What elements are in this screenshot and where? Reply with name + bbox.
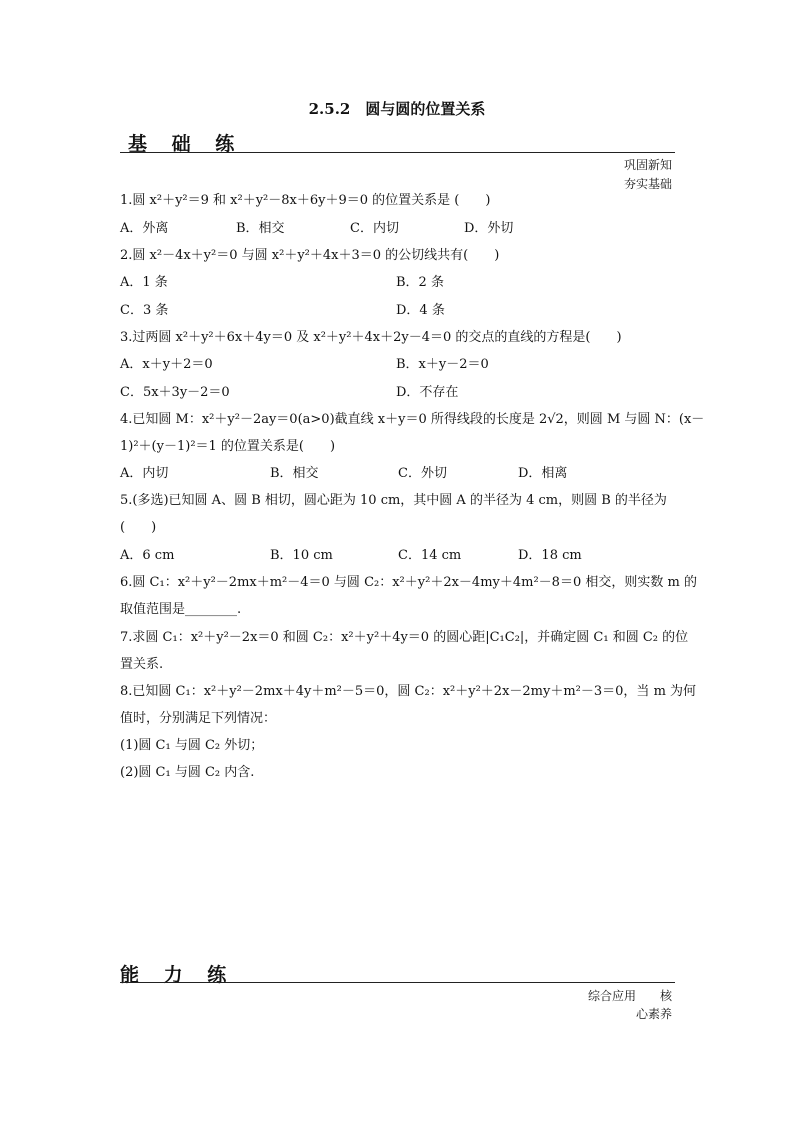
section-heading-basic: 基 础 练 — [128, 133, 244, 155]
section-tag-basic-line1: 巩固新知 — [623, 158, 672, 172]
question-8-stem-line2: 值时，分别满足下列情况： — [120, 711, 277, 726]
question-3-stem: 3.过两圆 x²＋y²＋6x＋4y＝0 及 x²＋y²＋4x＋2y－4＝0 的交点的直线的方程是( ) — [120, 330, 622, 345]
question-1-option-d: D．外切 — [464, 221, 514, 236]
question-2-stem: 2.圆 x²－4x＋y²＝0 与圆 x²＋y²＋4x＋3＝0 的公切线共有( ) — [120, 248, 500, 263]
question-4-stem-line1: 4.已知圆 M：x²＋y²－2ay＝0(a>0)截直线 x＋y＝0 所得线段的长度是 2√2，则圆 M 与圆 N：(x－ — [120, 412, 705, 427]
section-divider — [120, 152, 675, 153]
question-5-stem-line1: 5.(多选)已知圆 A、圆 B 相切，圆心距为 10 cm，其中圆 A 的半径为 4 cm，则圆 B 的半径为 — [120, 493, 667, 508]
question-5-option-d: D．18 cm — [518, 548, 582, 563]
section-divider — [120, 982, 675, 983]
question-4-option-c: C．外切 — [398, 466, 447, 481]
question-1-stem: 1.圆 x²＋y²＝9 和 x²＋y²－8x＋6y＋9＝0 的位置关系是 ( ) — [120, 193, 491, 208]
question-2-option-a: A．1 条 — [120, 275, 168, 290]
question-6-stem-line1: 6.圆 C₁：x²＋y²－2mx＋m²－4＝0 与圆 C₂：x²＋y²＋2x－4my＋4m²－8＝0 相交，则实数 m 的 — [120, 575, 697, 590]
question-3-option-c: C．5x＋3y－2＝0 — [120, 385, 230, 400]
section-heading-ability: 能 力 练 — [120, 964, 236, 986]
question-8-part-1: (1)圆 C₁ 与圆 C₂ 外切； — [120, 738, 264, 753]
question-1-option-c: C．内切 — [350, 221, 399, 236]
question-1-option-b: B．相交 — [236, 221, 285, 236]
question-3-option-d: D．不存在 — [396, 385, 459, 400]
question-2-option-c: C．3 条 — [120, 303, 169, 318]
question-7-stem-line1: 7.求圆 C₁：x²＋y²－2x＝0 和圆 C₂：x²＋y²＋4y＝0 的圆心距|C₁C₂|，并确定圆 C₁ 和圆 C₂ 的位 — [120, 630, 689, 645]
section-tag-basic-line2: 夯实基础 — [623, 177, 672, 191]
question-5-option-a: A．6 cm — [120, 548, 175, 563]
question-2-option-d: D．4 条 — [396, 303, 445, 318]
section-tag-ability-line1: 综合应用 核 — [587, 989, 672, 1003]
question-8-part-2: (2)圆 C₁ 与圆 C₂ 内含. — [120, 765, 255, 780]
question-2-option-b: B．2 条 — [396, 275, 444, 290]
page-title: 2.5.2 圆与圆的位置关系 — [308, 100, 486, 118]
question-4-option-a: A．内切 — [120, 466, 169, 481]
question-6-stem-line2: 取值范围是________. — [120, 602, 242, 617]
question-3-option-b: B．x＋y－2＝0 — [396, 357, 489, 372]
question-4-stem-line2: 1)²＋(y－1)²＝1 的位置关系是( ) — [120, 439, 336, 454]
question-5-stem-line2: ( ) — [120, 520, 157, 535]
question-7-stem-line2: 置关系. — [120, 657, 164, 672]
section-tag-ability-line2: 心素养 — [635, 1007, 672, 1021]
question-5-option-b: B．10 cm — [270, 548, 333, 563]
question-4-option-b: B．相交 — [270, 466, 319, 481]
question-8-stem-line1: 8.已知圆 C₁：x²＋y²－2mx＋4y＋m²－5＝0，圆 C₂：x²＋y²＋2x－2my＋m²－3＝0，当 m 为何 — [120, 684, 697, 699]
question-5-option-c: C．14 cm — [398, 548, 462, 563]
question-1-option-a: A．外离 — [120, 221, 169, 236]
question-4-option-d: D．相离 — [518, 466, 568, 481]
question-3-option-a: A．x＋y＋2＝0 — [120, 357, 213, 372]
